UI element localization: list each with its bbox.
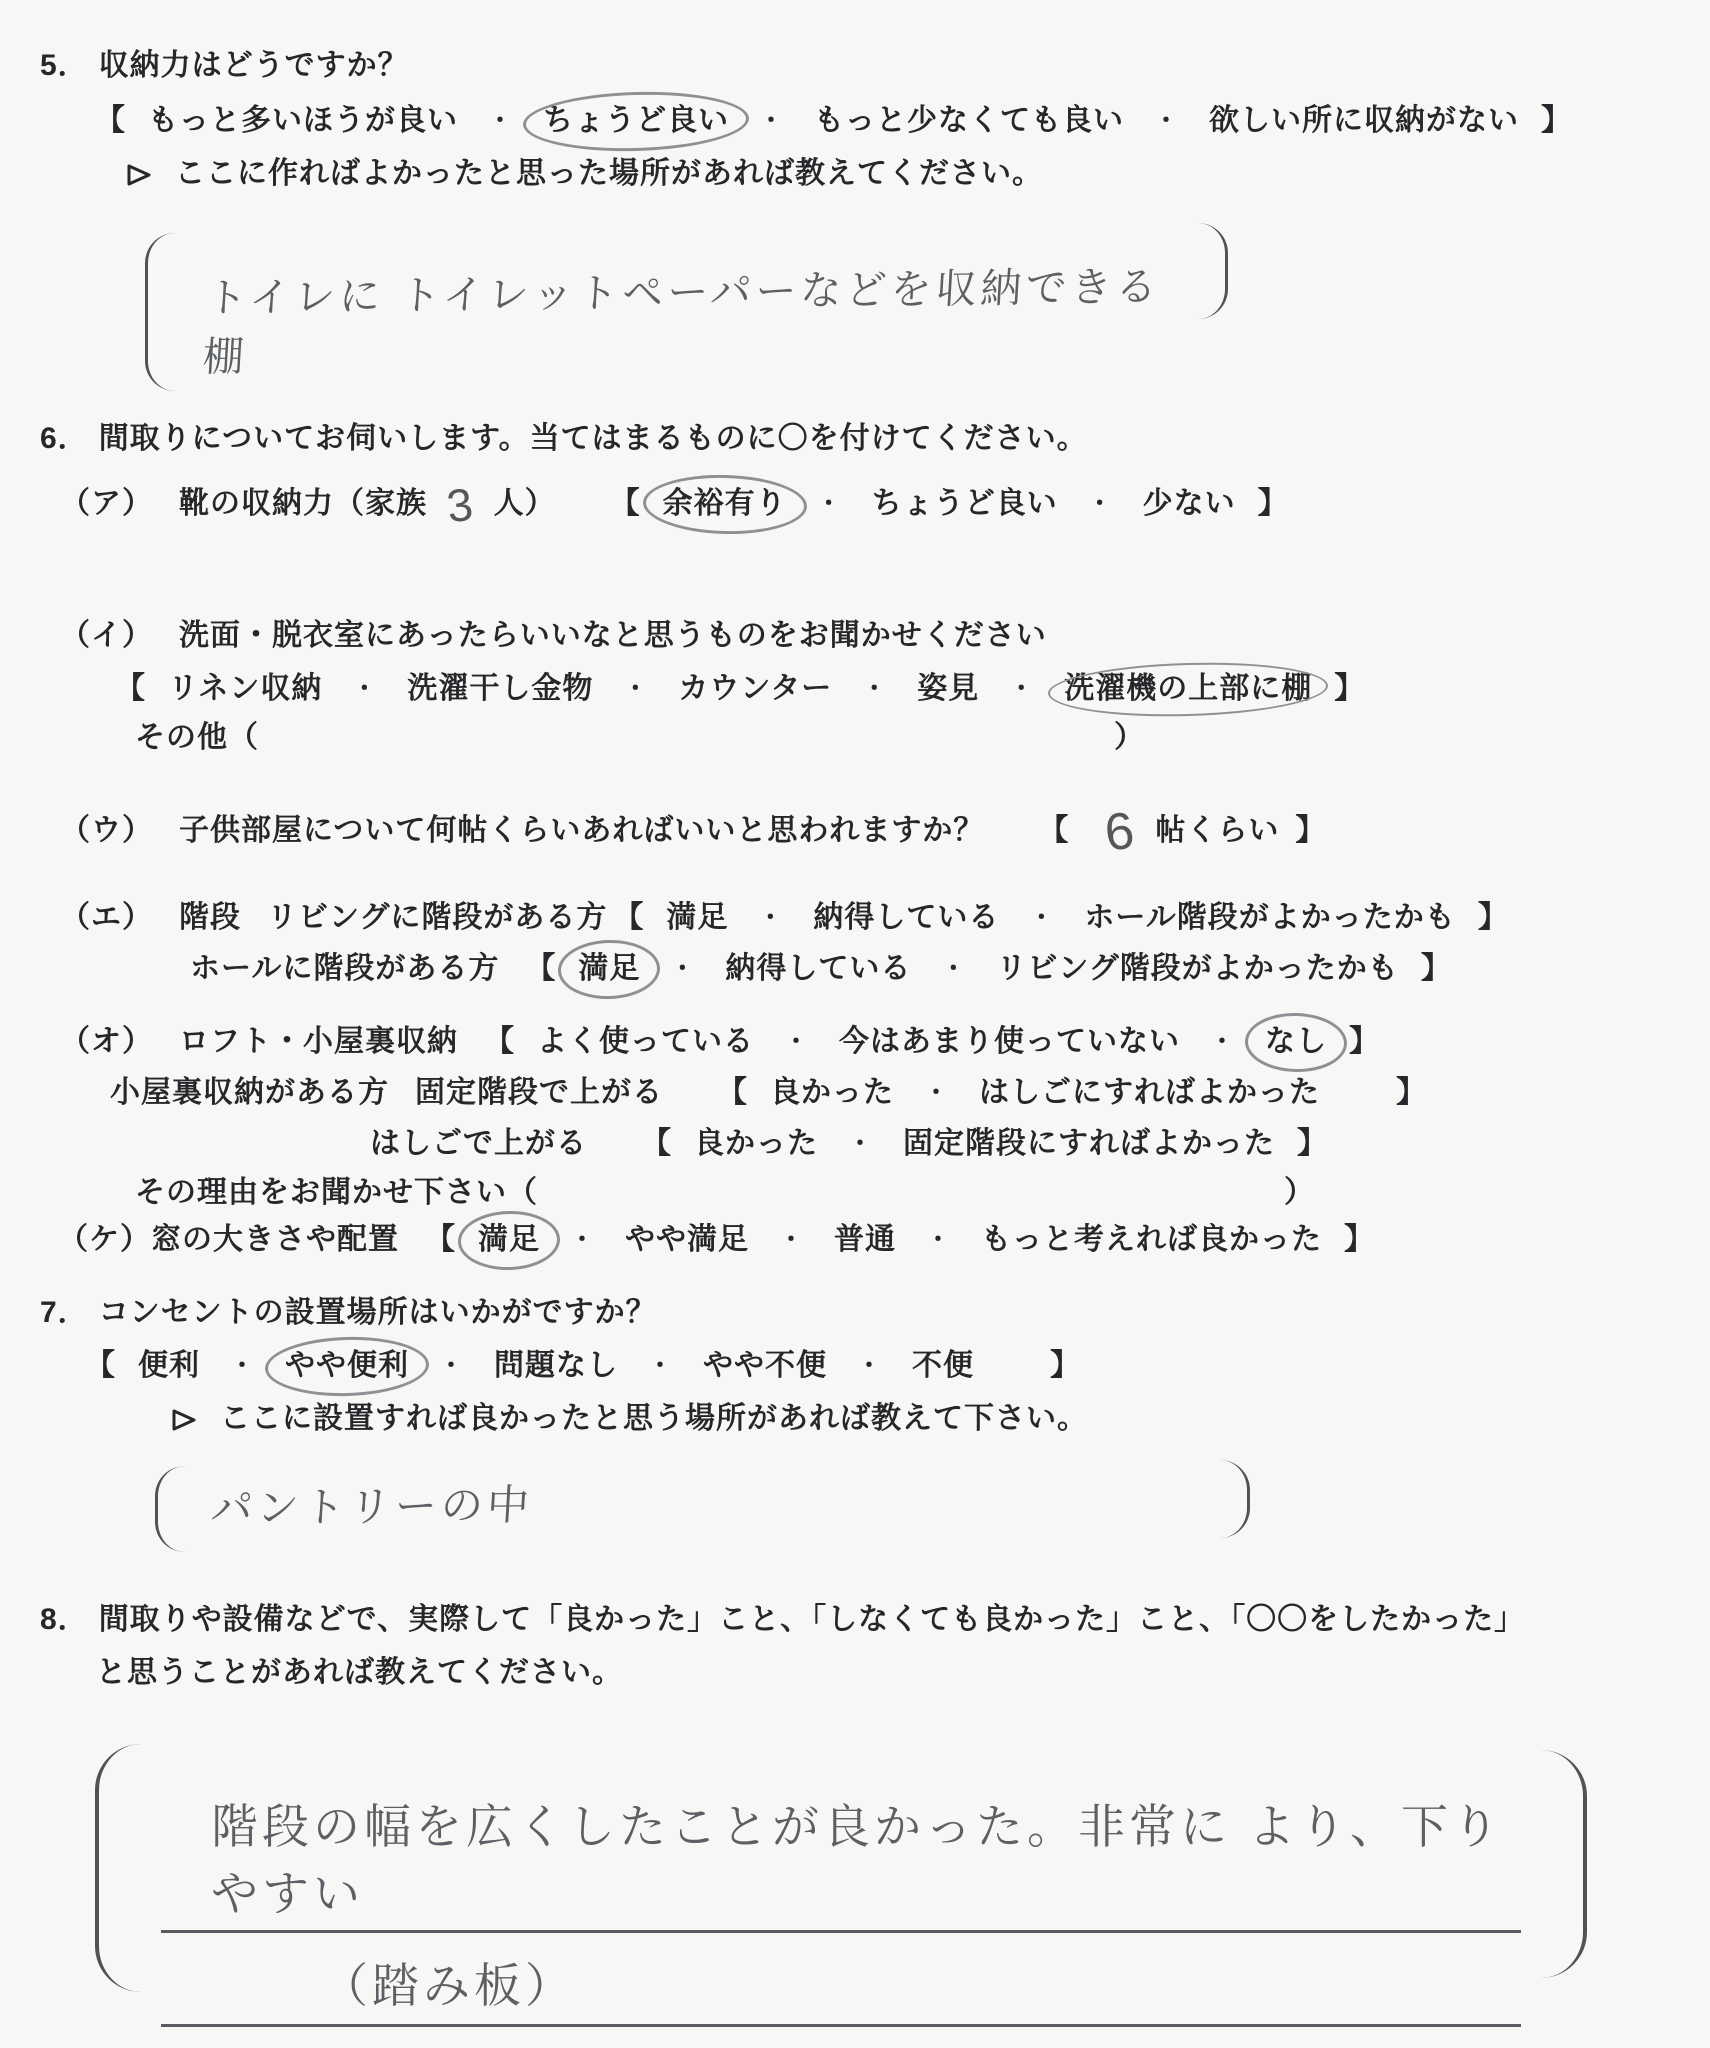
- q5-handwritten-answer: トイレに トイレットペーパーなどを収納できる棚: [201, 263, 1163, 381]
- q6o-sub-label: 小屋裏収納がある方: [110, 1076, 389, 1110]
- separator-dot: ・: [352, 674, 378, 702]
- bracket-open: 【: [425, 1223, 456, 1257]
- q6i-option-linen-storage: リネン収納: [168, 671, 323, 705]
- separator-dot: ・: [926, 1226, 951, 1254]
- q6i-title-line: [60, 616, 1710, 655]
- bracket-open: 【: [1038, 814, 1070, 848]
- bracket-close: 】: [1477, 901, 1509, 935]
- q5-title-line: [40, 46, 1710, 85]
- q6-number: 6．: [40, 422, 89, 455]
- q8-title-part2: と思うことがあれば教えてください。: [96, 1656, 623, 1690]
- handdrawn-paren-right-icon: [1541, 1750, 1587, 1978]
- q7-number: 7．: [40, 1296, 89, 1330]
- bracket-close: 】: [1050, 1349, 1081, 1383]
- separator-dot: ・: [230, 1352, 255, 1380]
- separator-dot: ・: [570, 1226, 595, 1254]
- separator-dot: ・: [623, 674, 649, 702]
- q7-title: コンセントの設置場所はいかがですか？: [98, 1296, 657, 1330]
- separator-dot: ・: [1009, 674, 1035, 702]
- q8-handwritten-answer-line1: 階段の幅を広くしたことが良かった。非常に より、下りやすい: [211, 1800, 1504, 1921]
- q7-options-line: [85, 1346, 1710, 1385]
- handdrawn-paren-left-icon: [95, 1744, 141, 1992]
- q7-handwritten-answer: パントリーの中: [209, 1481, 535, 1533]
- q6a-tag: （ア）: [60, 487, 153, 521]
- q6ke-label: 窓の大きさや配置: [151, 1223, 399, 1257]
- q5-number: 5．: [40, 49, 89, 82]
- q6a-handwritten-family-count: 3: [443, 477, 477, 533]
- bracket-open: 【: [717, 1076, 748, 1110]
- bracket-close: 】: [1295, 814, 1327, 848]
- question-7: [40, 1293, 1710, 1572]
- q6ke-option-satisfied-circled: 満足: [472, 1220, 546, 1259]
- question-6: [40, 419, 1710, 1259]
- bracket-close: 】: [1344, 1223, 1375, 1257]
- q8-number: 8．: [40, 1603, 89, 1637]
- separator-dot: ・: [758, 904, 784, 932]
- q6e-row2-line: [190, 949, 1710, 988]
- q7-option-inconvenient: 不便: [912, 1349, 974, 1383]
- q5-prompt-line: [125, 154, 1710, 193]
- q6e-label: 階段: [179, 901, 241, 935]
- q6o-sub2-line: [370, 1124, 1710, 1163]
- q6e-row1-label: リビングに階段がある方: [267, 901, 608, 935]
- q6u-handwritten-tatami-count: 6: [1101, 801, 1139, 863]
- q7-option-somewhat-convenient-circled: やや便利: [279, 1346, 415, 1385]
- q6ke-line: [58, 1220, 1710, 1259]
- q7-option-no-problem: 問題なし: [494, 1349, 618, 1383]
- q6e-row2-option-living-stairs-better: リビング階段がよかったかも: [996, 952, 1399, 986]
- q6ke-option-average: 普通: [834, 1223, 896, 1257]
- separator-dot: ・: [759, 106, 784, 134]
- q6e-row1-option-hall-stairs-better: ホール階段がよかったかも: [1084, 901, 1456, 935]
- q8-answer-area: [95, 1744, 1710, 2013]
- separator-dot: ・: [670, 955, 696, 983]
- separator-dot: ・: [488, 106, 513, 134]
- q6i-title: 洗面・脱衣室にあったらいいなと思うものをお聞かせください: [179, 618, 1047, 652]
- q5-option-less-storage: もっと少なくても良い: [814, 104, 1124, 137]
- q6i-options-line: [115, 669, 1710, 708]
- q5-option-no-storage-where-wanted: 欲しい所に収納がない: [1209, 104, 1519, 137]
- q6o-sub1-option-ladder-better: はしごにすればよかった: [979, 1076, 1320, 1110]
- q5-prompt: ここに作ればよかったと思った場所があれば教えてください。: [175, 157, 1043, 190]
- separator-dot: ・: [1210, 1028, 1235, 1056]
- separator-dot: ・: [779, 1226, 804, 1254]
- q8-title-line1: [40, 1600, 1710, 1639]
- q8-handwritten-answer-line2: （踏み板）: [321, 1959, 576, 2013]
- q8-answer-row2: [161, 1933, 1521, 2027]
- q6i-other-line: [135, 718, 1145, 757]
- q5-option-just-right-circled: ちょうど良い: [537, 101, 735, 140]
- q6ke-option-somewhat-satisfied: やや満足: [625, 1223, 749, 1257]
- bracket-close: 】: [1297, 1127, 1328, 1161]
- q8-handwritten-lines: [161, 1744, 1521, 2027]
- q7-option-somewhat-inconvenient: やや不便: [703, 1349, 827, 1383]
- q5-answer-area: [145, 223, 1710, 401]
- bracket-close: 】: [1420, 952, 1452, 986]
- q5-title: 収納力はどうですか？: [98, 49, 409, 82]
- bracket-close: 】: [1257, 487, 1289, 521]
- q6u-unit: 帖くらい: [1155, 814, 1280, 848]
- separator-dot: ・: [848, 1130, 873, 1158]
- q6o-option-rarely-use: 今はあまり使っていない: [839, 1025, 1180, 1059]
- q6u-tag: （ウ）: [60, 814, 153, 848]
- separator-dot: ・: [941, 955, 967, 983]
- q6o-tag: （オ）: [60, 1025, 153, 1059]
- q7-title-line: [40, 1293, 1710, 1332]
- q6i-option-mirror: 姿見: [917, 671, 980, 705]
- q6o-option-none-circled: なし: [1259, 1022, 1333, 1061]
- q6ke-tag: （ケ）: [58, 1223, 151, 1257]
- handdrawn-paren-left-icon: [155, 1466, 189, 1552]
- separator-dot: ・: [816, 490, 842, 518]
- bracket-open: 【: [95, 104, 126, 137]
- separator-dot: ・: [857, 1352, 882, 1380]
- separator-dot: ・: [1154, 106, 1179, 134]
- separator-dot: ・: [924, 1079, 949, 1107]
- q6u-title: 子供部屋について何帖くらいあればいいと思われますか？: [179, 814, 985, 848]
- q6i-option-counter: カウンター: [678, 671, 833, 705]
- q6o-line: [60, 1022, 1710, 1061]
- bracket-open: 【: [609, 487, 641, 521]
- q5-option-more-storage: もっと多いほうが良い: [148, 104, 458, 137]
- q7-option-convenient: 便利: [138, 1349, 200, 1383]
- q6e-row1-option-accepting: 納得している: [813, 901, 1000, 935]
- separator-dot: ・: [1087, 490, 1113, 518]
- q6o-reason-label: その理由をお聞かせ下さい（: [135, 1176, 538, 1210]
- q6a-label: 靴の収納力（家族: [179, 487, 427, 521]
- bracket-close: 】: [1396, 1076, 1427, 1110]
- bracket-close: 】: [1541, 104, 1572, 137]
- bracket-open: 【: [641, 1127, 672, 1161]
- q6i-tag: （イ）: [60, 618, 153, 652]
- q5-options-line: [95, 101, 1710, 140]
- q6a-option-just-right: ちょうど良い: [871, 487, 1058, 521]
- bracket-close: 】: [1334, 671, 1366, 705]
- q7-answer-area: [155, 1460, 1710, 1572]
- q6o-sub1-line: [110, 1073, 1710, 1112]
- q6o-label: ロフト・小屋裏収納: [179, 1025, 458, 1059]
- q7-prompt-line: [170, 1399, 1710, 1438]
- q6o-sub2-option-fixed-stairs-better: 固定階段にすればよかった: [903, 1127, 1275, 1161]
- separator-dot: ・: [862, 674, 888, 702]
- q6a-option-too-little: 少ない: [1142, 487, 1236, 521]
- q6e-row2-option-accepting: 納得している: [725, 952, 912, 986]
- arrowhead-icon: [170, 1406, 198, 1434]
- separator-dot: ・: [1029, 904, 1055, 932]
- q6e-row2-label: ホールに階段がある方: [190, 952, 500, 986]
- q6a-option-plenty-circled: 余裕有り: [657, 484, 793, 523]
- handdrawn-paren-right-icon: [1216, 1460, 1250, 1538]
- q6o-sub2-label: はしごで上がる: [370, 1127, 587, 1161]
- q6e-row2-option-satisfied-circled: 満足: [572, 949, 646, 988]
- q6i-other-close-paren: ）: [1114, 720, 1145, 754]
- q6-title-line: [40, 419, 1710, 458]
- handdrawn-paren-left-icon: [145, 233, 179, 391]
- q6o-sub1-label: 固定階段で上がる: [415, 1076, 663, 1110]
- bracket-open: 【: [484, 1025, 515, 1059]
- q7-prompt: ここに設置すれば良かったと思う場所があれば教えて下さい。: [220, 1402, 1088, 1436]
- q6a-line: [60, 474, 1710, 534]
- question-5: [40, 46, 1710, 401]
- q8-title-line2: [96, 1653, 1710, 1692]
- q6o-option-use-often: よく使っている: [537, 1025, 754, 1059]
- q6i-option-laundry-hanger: 洗濯干し金物: [407, 671, 594, 705]
- q6i-option-shelf-above-washer-circled: 洗濯機の上部に棚: [1058, 669, 1318, 708]
- handdrawn-paren-right-icon: [1194, 223, 1228, 319]
- q6ke-option-should-have-thought-more: もっと考えれば良かった: [981, 1223, 1322, 1257]
- q8-answer-row1: [161, 1744, 1521, 1933]
- separator-dot: ・: [648, 1352, 673, 1380]
- q6e-tag: （エ）: [60, 901, 153, 935]
- bracket-open: 【: [613, 901, 645, 935]
- q6e-row1-line: [60, 898, 1710, 937]
- bracket-open: 【: [525, 952, 557, 986]
- bracket-open: 【: [115, 671, 146, 705]
- q6e-row1-option-satisfied: 満足: [666, 901, 729, 935]
- question-8: [40, 1600, 1710, 2013]
- q6u-line: [60, 797, 1710, 865]
- q6o-reason-line: [135, 1173, 1315, 1212]
- q6o-sub2-option-good: 良かった: [694, 1127, 818, 1161]
- q8-title-part1: 間取りや設備などで、実際して「良かった」こと、「しなくても良かった」こと、「〇〇をしたかった」: [98, 1603, 1526, 1637]
- arrowhead-icon: [125, 161, 153, 189]
- q6a-label-suffix: 人）: [493, 487, 556, 521]
- q6o-sub1-option-good: 良かった: [770, 1076, 894, 1110]
- q6-title: 間取りについてお伺いします。当てはまるものに〇を付けてください。: [98, 422, 1088, 455]
- separator-dot: ・: [439, 1352, 464, 1380]
- bracket-open: 【: [85, 1349, 116, 1383]
- bracket-close: 】: [1349, 1025, 1380, 1059]
- separator-dot: ・: [784, 1028, 809, 1056]
- q6i-other-label: その他（: [135, 720, 259, 754]
- q6o-reason-close-paren: ）: [1284, 1176, 1315, 1210]
